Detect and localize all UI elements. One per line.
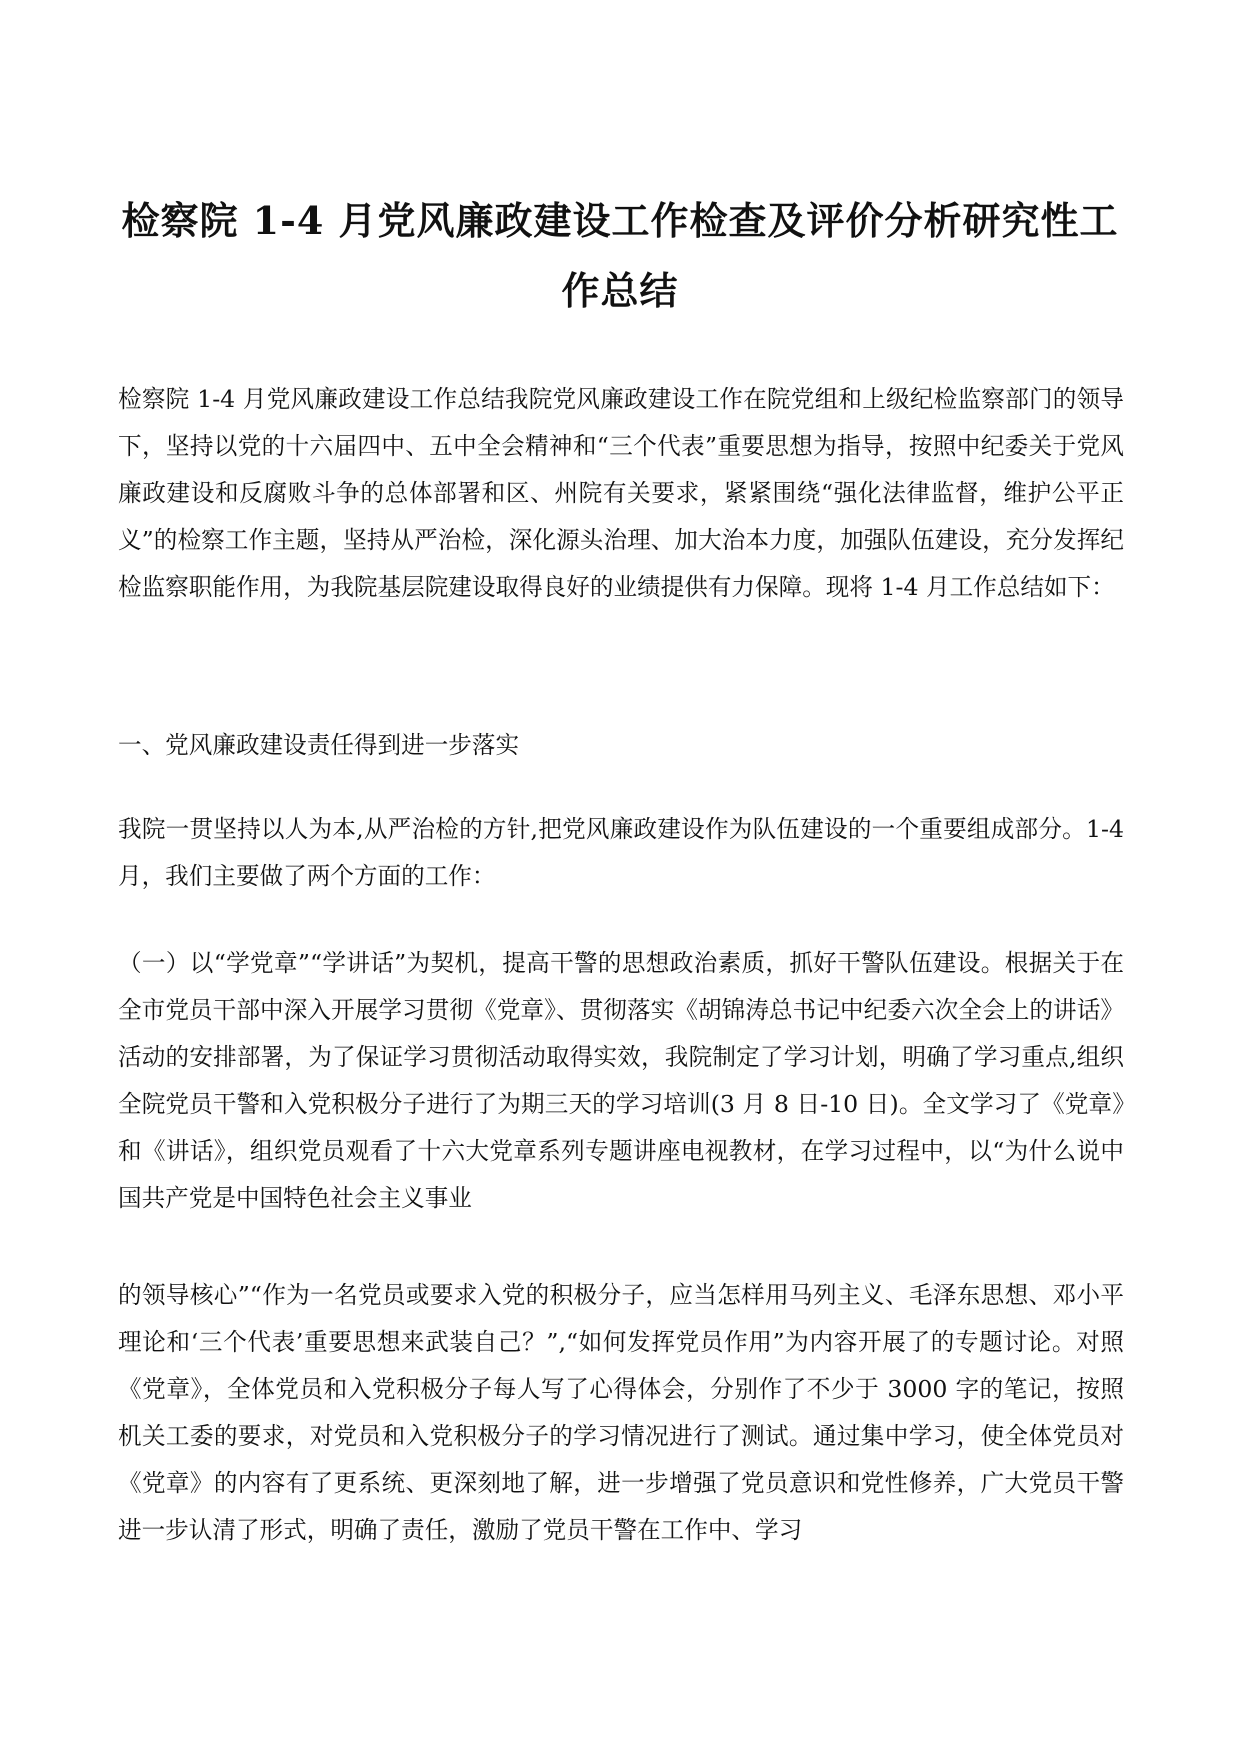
continuation-paragraph: 的领导核心”“作为一名党员或要求入党的积极分子，应当怎样用马列主义、毛泽东思想、邓小平理论和‘三个代表’重要思想来武装自己？”,“如何发挥党员作用”为内容开展了的专题讨论。对照《党章》，全体党员和入党积极分子每人写了心得体会，分别作了不少于 3000 字的笔记，按照机关工委的要求，对党员和入党积极分子的学习情况进行了测试。通过集中学习，使全体党员对《党章》的内容有了更系统、更深刻地了解，进一步增强了党员意识和党性修养，广大党员干警进一步认清了形式，明确了责任，激励了党员干警在工作中、学习 — [118, 1281, 1124, 1544]
section-paragraph: 我院一贯坚持以人为本,从严治检的方针,把党风廉政建设作为队伍建设的一个重要组成部分。1-4 月，我们主要做了两个方面的工作： — [118, 815, 1124, 890]
intro-paragraph: 检察院 1-4 月党风廉政建设工作总结我院党风廉政建设工作在院党组和上级纪检监察部门的领导下，坚持以党的十六届四中、五中全会精神和“三个代表”重要思想为指导，按照中纪委关于党风廉政建设和反腐败斗争的总体部署和区、州院有关要求，紧紧围绕“强化法律监督，维护公平正义”的检察工作主题，坚持从严治检，深化源头治理、加大治本力度，加强队伍建设，充分发挥纪检监察职能作用，为我院基层院建设取得良好的业绩提供有力保障。现将 1-4 月工作总结如下： — [118, 385, 1124, 601]
subsection-paragraph: （一）以“学党章”“学讲话”为契机，提高干警的思想政治素质，抓好干警队伍建设。根据关于在全市党员干部中深入开展学习贯彻《党章》、贯彻落实《胡锦涛总书记中纪委六次全会上的讲话》活动的安排部署，为了保证学习贯彻活动取得实效，我院制定了学习计划，明确了学习重点,组织全院党员干警和入党积极分子进行了为期三天的学习培训(3 月 8 日-10 日)。全文学习了《党章》和《讲话》，组织党员观看了十六大党章系列专题讲座电视教材，在学习过程中，以“为什么说中国共产党是中国特色社会主义事业 — [118, 949, 1124, 1212]
document-title: 检察院 1-4 月党风廉政建设工作检查及评价分析研究性工作总结 — [121, 198, 1119, 313]
section-heading: 一、党风廉政建设责任得到进一步落实 — [118, 731, 520, 759]
